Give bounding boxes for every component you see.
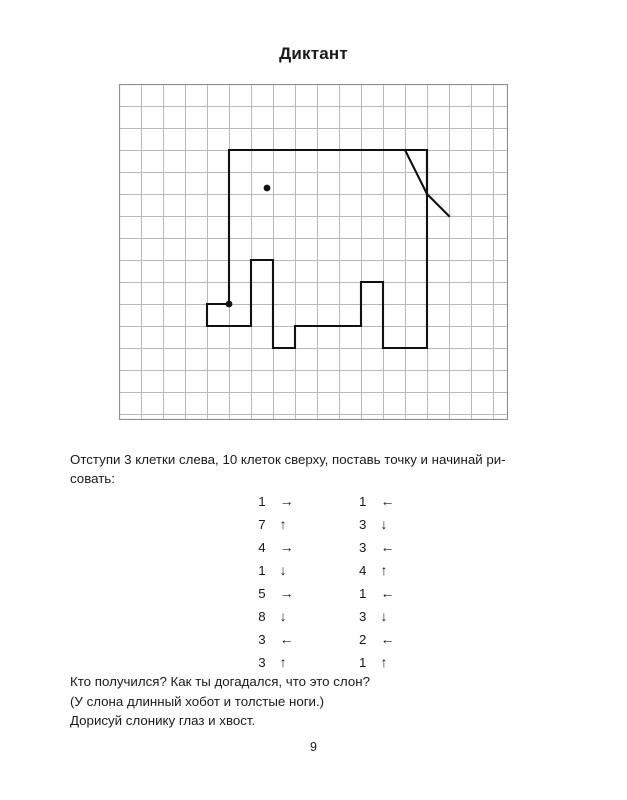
left-count: 8 (258, 609, 266, 624)
right-count: 4 (359, 563, 367, 578)
right-count: 2 (359, 632, 367, 647)
left-arrow-icon: → (279, 585, 294, 601)
left-count: 1 (258, 494, 266, 509)
right-count: 3 (359, 517, 367, 532)
column-gap (319, 628, 341, 651)
column-gap (319, 582, 341, 605)
table-row (240, 559, 420, 582)
left-arrow-icon: ↓ (279, 562, 287, 578)
table-row (240, 536, 420, 559)
right-count: 1 (359, 586, 367, 601)
right-arrow-icon: ↓ (380, 608, 388, 624)
left-arrow-icon: ↑ (279, 516, 287, 532)
start-dot (226, 301, 233, 308)
right-arrow-icon: ↑ (380, 562, 388, 578)
right-arrow-icon: ↓ (380, 516, 388, 532)
right-count: 3 (359, 609, 367, 624)
right-arrow-icon: ← (380, 585, 395, 601)
grid-lines (120, 85, 508, 420)
right-arrow-icon: ← (380, 493, 395, 509)
move-table (240, 490, 420, 674)
column-gap (319, 490, 341, 513)
column-gap (319, 605, 341, 628)
table-row (240, 513, 420, 536)
right-arrow-icon: ← (380, 631, 395, 647)
grid-drawing-area (119, 84, 508, 420)
right-count: 1 (359, 655, 367, 670)
page-number: 9 (310, 740, 317, 754)
right-count: 1 (359, 494, 367, 509)
question-line-3: Дорисуй слонику глаз и хвост. (70, 713, 256, 728)
column-gap (319, 651, 341, 674)
page-title: Диктант (279, 44, 348, 63)
left-count: 5 (258, 586, 266, 601)
column-gap (319, 559, 341, 582)
grid-svg (119, 84, 508, 420)
left-arrow-icon: → (279, 539, 294, 555)
move-list (240, 490, 420, 674)
left-count: 3 (258, 632, 266, 647)
table-row (240, 605, 420, 628)
instruction-line-1: Отступи 3 клетки слева, 10 клеток сверху, поставь точку и начинай ри- (70, 452, 506, 467)
right-arrow-icon: ↑ (380, 654, 388, 670)
right-count: 3 (359, 540, 367, 555)
elephant-drawing (207, 150, 449, 348)
left-count: 7 (258, 517, 266, 532)
table-row (240, 490, 420, 513)
question-line-2: (У слона длинный хобот и толстые ноги.) (70, 693, 325, 709)
right-arrow-icon: ← (380, 539, 395, 555)
table-row (240, 582, 420, 605)
left-arrow-icon: → (279, 493, 294, 509)
left-count: 3 (258, 655, 266, 670)
eye-dot (264, 185, 271, 192)
left-arrow-icon: ← (279, 631, 294, 647)
table-row (240, 628, 420, 651)
instruction-text (70, 450, 558, 488)
table-row (240, 651, 420, 674)
left-count: 4 (258, 540, 266, 555)
instruction-line-2: совать: (70, 471, 115, 486)
column-gap (319, 513, 341, 536)
questions-block (70, 672, 558, 731)
left-arrow-icon: ↓ (279, 608, 287, 624)
left-arrow-icon: ↑ (279, 654, 287, 670)
left-count: 1 (258, 563, 266, 578)
question-line-1: Кто получился? Как ты догадался, что это слон? (70, 674, 370, 689)
column-gap (319, 536, 341, 559)
